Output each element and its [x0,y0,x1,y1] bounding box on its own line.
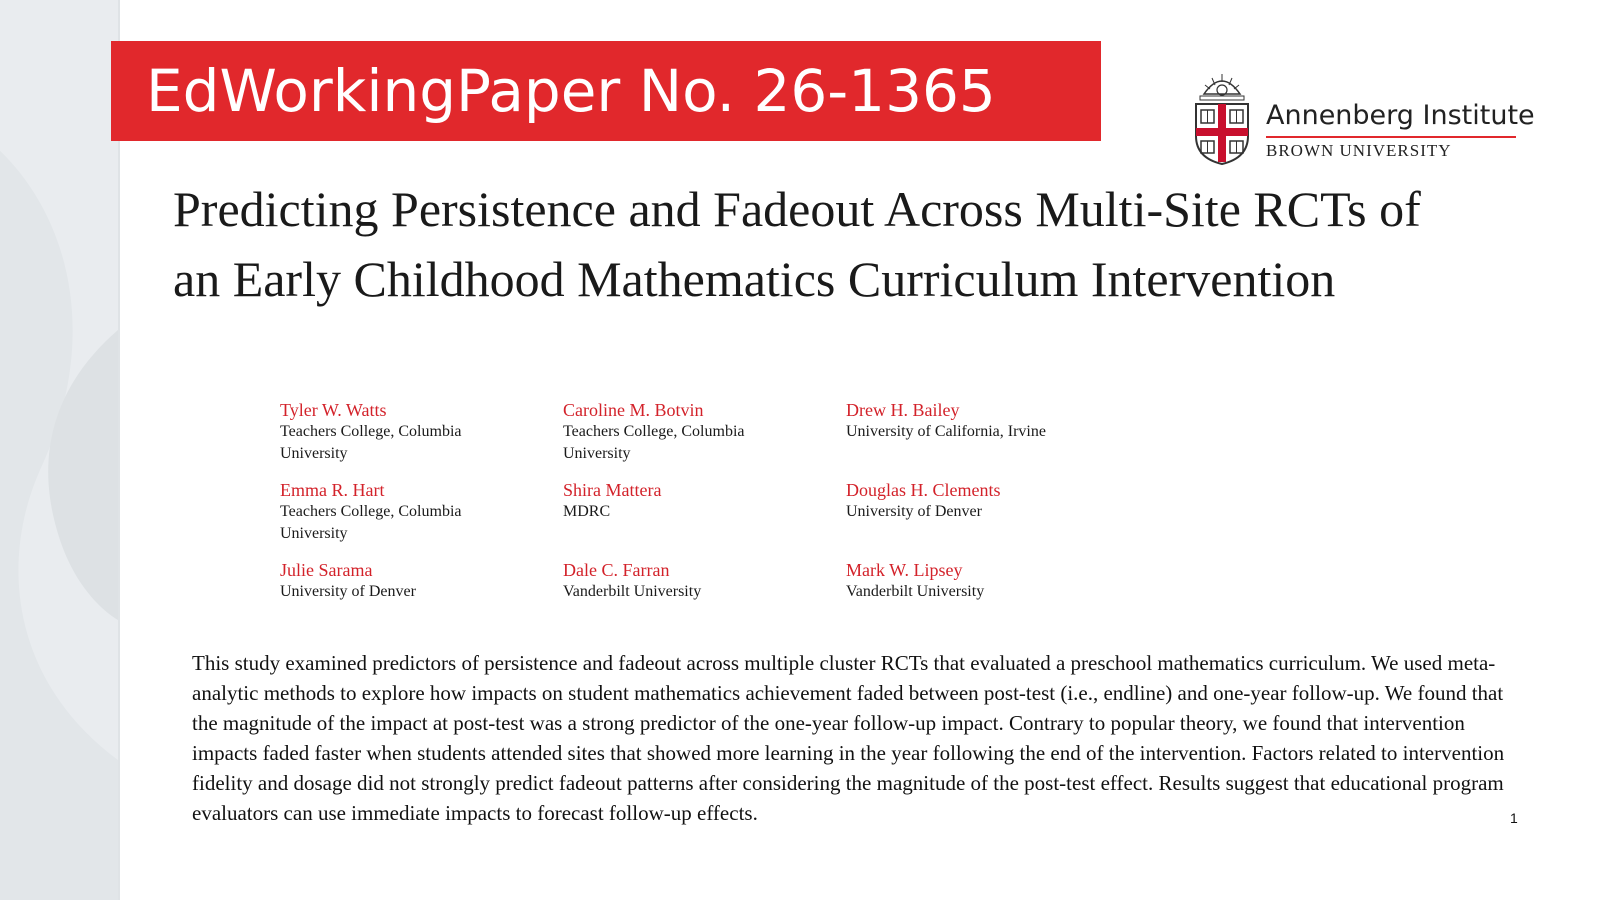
brown-university-shield-icon [1192,70,1252,166]
side-decoration [0,0,118,900]
author-name: Mark W. Lipsey [846,560,963,580]
author-entry [846,479,1140,545]
paper-number: EdWorkingPaper No. 26-1365 [146,57,996,125]
author-entry [280,399,563,465]
author-affiliation: Teachers College, Columbia University [280,423,462,462]
author-name: Shira Mattera [563,480,662,500]
author-entry [846,559,1140,603]
paper-title: Predicting Persistence and Fadeout Across Multi-Site RCTs of an Early Childhood Mathematics Curriculum Intervention [173,181,1421,307]
author-affiliation: MDRC [563,503,611,520]
author-list [280,399,1140,603]
author-name: Tyler W. Watts [280,400,387,420]
author-affiliation: Teachers College, Columbia University [563,423,745,462]
author-affiliation: Vanderbilt University [563,583,702,600]
author-affiliation: Teachers College, Columbia University [280,503,462,542]
institute-name: Annenberg Institute [1266,100,1535,131]
author-entry [563,559,846,603]
author-name: Emma R. Hart [280,480,385,500]
author-name: Drew H. Bailey [846,400,960,420]
annenberg-logo [1192,70,1535,166]
author-affiliation: University of Denver [280,583,416,600]
logo-divider [1266,136,1516,138]
page-number: 1 [1510,810,1518,826]
author-name: Douglas H. Clements [846,480,1001,500]
author-name: Caroline M. Botvin [563,400,704,420]
university-name: BROWN UNIVERSITY [1266,141,1452,160]
author-affiliation: University of Denver [846,503,982,520]
author-name: Julie Sarama [280,560,373,580]
author-name: Dale C. Farran [563,560,670,580]
author-entry [563,399,846,465]
paper-number-banner [111,41,1101,141]
author-affiliation: Vanderbilt University [846,583,985,600]
author-entry [280,479,563,545]
swoosh-decoration [0,0,118,900]
author-entry [280,559,563,603]
abstract: This study examined predictors of persistence and fadeout across multiple cluster RCTs that evaluated a preschool mathematics curriculum. We used meta-analytic methods to explore how impacts on student mathematics achievement faded between post-test (i.e., endline) and one-year follow-up. We found that the magnitude of the impact at post-test was a strong predictor of the one-year follow-up impact. Contrary to popular theory, we found that intervention impacts faded faster when students attended sites that showed more learning in the year following the end of the intervention. Factors related to intervention fidelity and dosage did not strongly predict fadeout patterns after considering the magnitude of the post-test effect. Results suggest that educational program evaluators can use immediate impacts to forecast follow-up effects. [192,651,1505,825]
author-entry [846,399,1140,465]
author-affiliation: University of California, Irvine [846,423,1046,440]
author-entry [563,479,846,545]
